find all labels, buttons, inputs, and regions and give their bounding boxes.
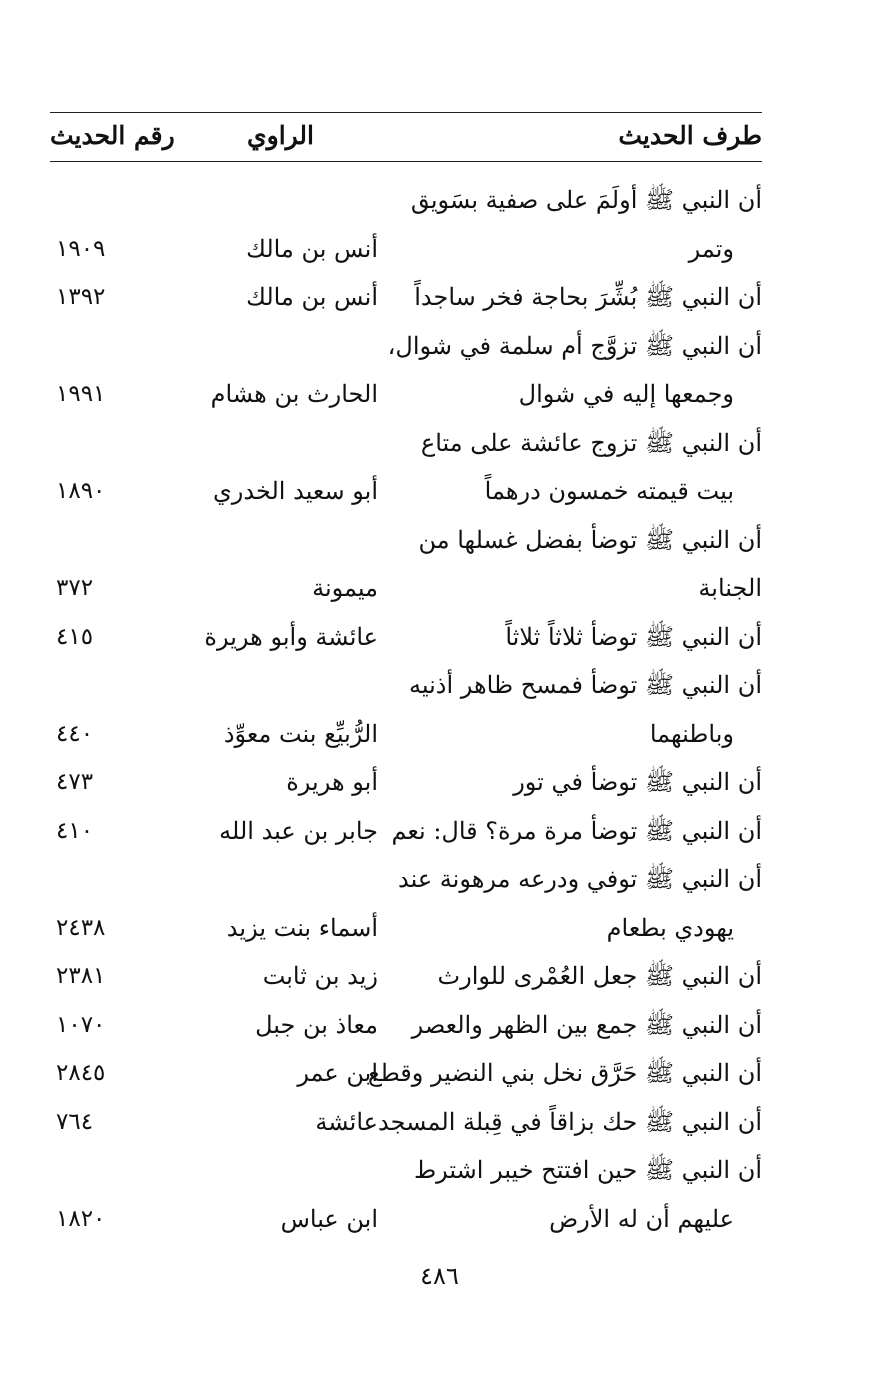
hadith-number: ١٠٧٠: [56, 1011, 106, 1038]
table-row: [50, 225, 762, 274]
hadith-number: ٤٤٠: [56, 720, 94, 747]
table-row: [50, 370, 762, 419]
narrator: أبو هريرة: [286, 768, 378, 796]
table-row: [50, 613, 762, 662]
narrator: أنس بن مالك: [246, 234, 378, 263]
narrator: معاذ بن جبل: [255, 1010, 378, 1039]
table-row: [50, 273, 762, 322]
table-row: [50, 807, 762, 856]
hadith-number: ٢٤٣٨: [56, 914, 106, 941]
table-header: [50, 113, 762, 161]
table-row: [50, 516, 762, 565]
table-row: [50, 1049, 762, 1098]
hadith-excerpt: يهودي بطعام: [606, 913, 734, 942]
header-rule: [50, 161, 762, 162]
hadith-excerpt: وجمعها إليه في شوال: [518, 380, 734, 408]
table-row: [50, 564, 762, 613]
narrator: عائشة وأبو هريرة: [204, 622, 378, 651]
narrator: أسماء بنت يزيد: [226, 913, 378, 942]
narrator: ابن عمر: [297, 1059, 378, 1087]
table-row: [50, 710, 762, 759]
hadith-excerpt: أن النبي ﷺ تزوج عائشة على متاع: [420, 428, 762, 457]
narrator: ميمونة: [312, 574, 378, 602]
hadith-number: ٤١٠: [56, 817, 94, 844]
narrator: أبو سعيد الخدري: [213, 477, 378, 505]
header-narrator: الراوي: [247, 121, 314, 150]
hadith-number: ١٩٠٩: [56, 235, 106, 262]
hadith-excerpt: أن النبي ﷺ حك بزاقاً في قِبلة المسجد: [378, 1107, 762, 1136]
table-row: [50, 855, 762, 904]
hadith-excerpt: وتمر: [688, 234, 734, 263]
header-hadith-number: رقم الحديث: [50, 121, 175, 150]
narrator: أنس بن مالك: [246, 283, 378, 311]
table-row: [50, 758, 762, 807]
hadith-excerpt: أن النبي ﷺ حَرَّق نخل بني النضير وقطع: [367, 1059, 762, 1087]
table-row: [50, 1195, 762, 1244]
table-row: [50, 1146, 762, 1195]
hadith-excerpt: بيت قيمته خمسون درهماً: [484, 477, 734, 505]
hadith-number: ١٨٩٠: [56, 478, 106, 504]
hadith-number: ٤١٥: [56, 623, 94, 650]
hadith-number: ٢٨٤٥: [56, 1060, 106, 1086]
hadith-excerpt: أن النبي ﷺ أولَمَ على صفية بسَويق: [410, 186, 762, 214]
hadith-excerpt: أن النبي ﷺ بُشِّرَ بحاجة فخر ساجداً: [414, 283, 762, 311]
hadith-excerpt: أن النبي ﷺ حين افتتح خيبر اشترط: [413, 1156, 762, 1184]
table-row: [50, 952, 762, 1001]
hadith-excerpt: عليهم أن له الأرض: [549, 1204, 734, 1233]
table-row: [50, 1001, 762, 1050]
hadith-number: ١٨٢٠: [56, 1205, 106, 1232]
hadith-excerpt: أن النبي ﷺ توضأ فمسح ظاهر أذنيه: [408, 671, 762, 699]
table-row: [50, 419, 762, 468]
table-row: [50, 322, 762, 371]
narrator: عائشة: [315, 1107, 378, 1136]
narrator: زيد بن ثابت: [262, 962, 378, 990]
hadith-excerpt: أن النبي ﷺ توضأ ثلاثاً ثلاثاً: [505, 622, 762, 651]
narrator: ابن عباس: [280, 1204, 378, 1233]
table-row: [50, 1098, 762, 1147]
table-row: [50, 176, 762, 225]
hadith-excerpt: الجنابة: [698, 574, 762, 602]
hadith-excerpt: أن النبي ﷺ جعل العُمْرى للوارث: [437, 962, 762, 990]
hadith-excerpt: وباطنهما: [649, 719, 734, 748]
table-row: [50, 467, 762, 516]
hadith-number: ٧٦٤: [56, 1108, 94, 1135]
table-row: [50, 904, 762, 953]
index-page: [50, 112, 762, 1243]
index-rows: [50, 176, 762, 1243]
hadith-excerpt: أن النبي ﷺ توفي ودرعه مرهونة عند: [398, 865, 762, 893]
header-hadith-excerpt: طرف الحديث: [618, 121, 762, 150]
hadith-excerpt: أن النبي ﷺ توضأ بفضل غسلها من: [418, 525, 762, 554]
table-row: [50, 661, 762, 710]
hadith-number: ١٩٩١: [56, 381, 106, 407]
narrator: الحارث بن هشام: [210, 380, 378, 408]
hadith-excerpt: أن النبي ﷺ توضأ مرة مرة؟ قال: نعم: [391, 816, 762, 845]
hadith-number: ٤٧٣: [56, 769, 94, 795]
hadith-excerpt: أن النبي ﷺ تزوَّج أم سلمة في شوال،: [387, 331, 762, 360]
narrator: الرُّبيِّع بنت معوِّذ: [223, 719, 378, 748]
hadith-excerpt: أن النبي ﷺ جمع بين الظهر والعصر: [411, 1010, 762, 1039]
narrator: جابر بن عبد الله: [219, 816, 378, 845]
hadith-number: ٣٧٢: [56, 575, 94, 601]
page-number: ٤٨٦: [420, 1262, 459, 1290]
hadith-number: ١٣٩٢: [56, 284, 106, 310]
hadith-excerpt: أن النبي ﷺ توضأ في تور: [513, 768, 762, 796]
hadith-number: ٢٣٨١: [56, 963, 106, 989]
